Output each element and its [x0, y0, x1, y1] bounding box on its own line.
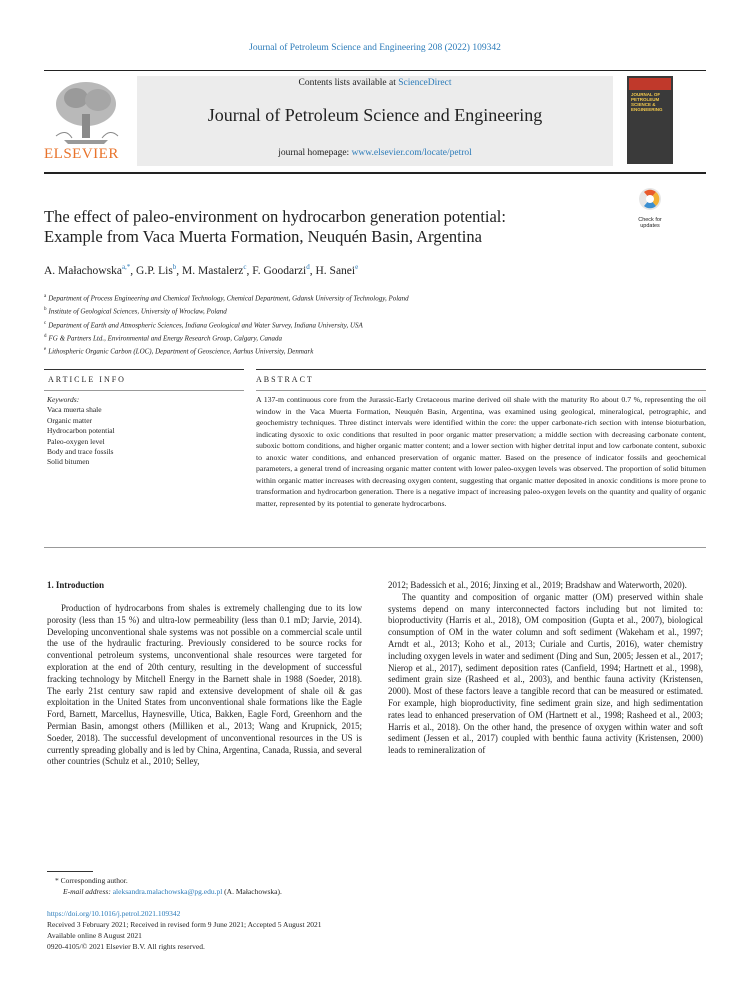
keyword-item: Solid bitumen — [47, 457, 90, 467]
affiliation-item — [44, 344, 409, 357]
keywords-block — [47, 395, 115, 468]
check-updates-label: Check for updates — [638, 217, 662, 229]
affiliation-text: FG & Partners Ltd., Environmental and Energy Research Group, Calgary, Canada — [48, 334, 282, 343]
available-online: Available online 8 August 2021 — [47, 930, 142, 940]
keyword-item: Vaca muerta shale — [47, 405, 102, 415]
article-info-heading: ARTICLE INFO — [48, 375, 126, 384]
affiliation-key: d — [44, 333, 47, 339]
body-paragraph: The quantity and composition of organic matter (OM) preserved within shale systems depend on many interconnected factors including but not limited to: bioproductivity (Harris et al., 2018), OM composition (Gupta et al., 2007), biological consumption of OM in the water column and soft sediment (Wakeham et al., 1997; Arndt et al., 2013; Koho et al., 2013; Curiale and Curtis, 2016), water chemistry including oxygen levels in water and sediment (Ding and Sun, 2005; Jessen et al., 2017; Nierop et al., 2017), sediment deposition rates (Canfield, 1994; Hartnett et al., 1998), sediment grain size (Rasheed et al., 2003), and benthic fauna activity (Kristensen, 2000). Most of these factors leave a tangible record that can be measured or estimated. For example, high bioproductivity, fine sediment grain size, and high sedimentation rates lead to enhanced preservation of OM (Hartnett et al., 1998; Rasheed et al., 2003; Harris et al., 2018). On the other hand, the presence of oxygen within water and soft sediment (Jessen et al., 2017) coupled with benthic fauna activity (Kristensen, 2000) leads to remineralization of — [388, 591, 703, 756]
affiliation-item — [44, 291, 409, 304]
journal-homepage-line — [137, 148, 613, 158]
affiliation-item — [44, 331, 409, 344]
abstract-heading: ABSTRACT — [256, 375, 314, 384]
article-info-subrule — [44, 390, 244, 391]
author-name: A. Małachowska — [44, 264, 122, 277]
keyword-item: Hydrocarbon potential — [47, 426, 115, 436]
abstract-subrule — [256, 390, 706, 391]
homepage-prefix: journal homepage: — [278, 148, 352, 158]
email-link[interactable]: aleksandra.malachowska@pg.edu.pl — [112, 887, 223, 896]
author-name: H. Sanei — [315, 264, 356, 277]
affiliation-key: c — [44, 320, 47, 326]
copyright-line: 0920-4105/© 2021 Elsevier B.V. All rights reserved. — [47, 941, 205, 951]
homepage-link[interactable]: www.elsevier.com/locate/petrol — [351, 148, 472, 158]
title-line-2: Example from Vaca Muerta Formation, Neuquén Basin, Argentina — [44, 227, 482, 246]
abstract-bottom-rule — [44, 547, 706, 548]
article-title — [44, 207, 619, 247]
affiliation-item — [44, 304, 409, 317]
email-footnote — [63, 887, 282, 896]
author-affil-sup[interactable]: d — [306, 263, 310, 271]
author-name: G.P. Lis — [136, 264, 173, 277]
check-for-updates-badge[interactable] — [630, 186, 670, 229]
keyword-item: Organic matter — [47, 415, 93, 425]
journal-name: Journal of Petroleum Science and Engineering — [207, 105, 543, 125]
body-paragraph: Production of hydrocarbons from shales is extremely challenging due to its low porosity (less than 15 %) and ultra-low permeability (less than 0.1 mD; Jarvie, 2014). Developing unconventional shale systems was not possible on a commercial scale until the use of the hydraulic fracturing. Previously considered to be source rocks for conventional petroleum systems, unconventional shale resources were targeted for exploration at the end of 20th century, resulting in the development of successful fracking technology by Mitchell Energy in the Barnett shale in 1988 (Soeder, 2018). The early 21st century saw rapid and extensive development of shale oil & gas exploitation in the United States from unconventional shale formations like the Eagle Ford, Barnett, Marcellus, Haynesville, Utica, Bakken, Eagle Ford, Greenhorn and the Permian Basin, amongst others (Milliken et al., 2013; Wang and Krupnick, 2015; Soeder, 2018). The successful development of unconventional resources in the US is currently spreading globally and is led by China, Argentina, Canada, Russia, and several other countries (Schulz et al., 2010; Selley, — [47, 603, 362, 767]
check-updates-icon — [630, 186, 670, 212]
email-suffix: (A. Małachowska). — [222, 887, 282, 896]
abstract-text: A 137-m continuous core from the Jurassic-Early Cretaceous marine derived oil shale with the maturity Ro about 0.7 %, representing the oil window in the Vaca Muerta Formation, Neuquén Basin, Argentina, was examined using geological, mineralogical, petrographic, and geochemistry techniques. Three distinct intervals were identified within the core: the upper carbonate-rich section with intense bioturbation, indicating dysoxic to oxic conditions that resulted in poor organic matter preservation; a middle section with decreasing carbonate content, suboxic bottom conditions, and higher organic matter content; and a lower section with higher detrital input and low carbonate content, suboxic to anoxic water conditions, and enhanced preservation of organic matter. Based on the presence of indicator fossils and geochemical parameters, a general trend of increasing organic matter content with lower paleo-oxygen levels was observed. The proportion of solid bitumen within organic matter increases with decreasing oxygen content, suggesting that organic matter deposited in anoxic conditions is more prone to transformation and hydrocarbon generation. There is a negative impact of increasing paleo-oxygen levels on the quantity and quality of organic matter, represented by its potential to generate hydrocarbons. — [256, 395, 706, 508]
keyword-item: Body and trace fossils — [47, 447, 114, 457]
affiliations — [44, 291, 409, 358]
journal-citation[interactable]: Journal of Petroleum Science and Engineering 208 (2022) 109342 — [249, 43, 501, 53]
doi-link[interactable]: https://doi.org/10.1016/j.petrol.2021.109342 — [47, 909, 181, 918]
author-list: A. Małachowska$^{a,*}$, G.P. Lis$^b$, M. Mastalerz$^c$, F. Goodarzi$^d$, H. Sanei$^e$ — [44, 263, 359, 277]
header-top-rule — [44, 70, 706, 71]
received-dates: Received 3 February 2021; Received in revised form 9 June 2021; Accepted 5 August 2021 — [47, 920, 322, 929]
affiliation-item — [44, 318, 409, 331]
author-affil-sup[interactable]: e — [355, 263, 359, 271]
author-affil-sup[interactable]: a,* — [121, 263, 131, 271]
affiliation-text: Department of Process Engineering and Chemical Technology, Chemical Department, Gdansk University of Technology, Poland — [48, 294, 409, 303]
author-name: M. Mastalerz — [182, 264, 244, 277]
author-affil-sup[interactable]: b — [172, 263, 177, 271]
journal-cover-title: JOURNAL OF PETROLEUM SCIENCE & ENGINEERING — [631, 92, 663, 112]
header-bottom-rule — [44, 172, 706, 174]
affiliation-key: b — [44, 307, 47, 313]
contents-prefix: Contents lists available at — [298, 78, 399, 88]
corresponding-author-note: * Corresponding author. — [55, 876, 128, 885]
affiliation-text: Lithospheric Organic Carbon (LOC), Department of Geoscience, Aarhus University, Denmark — [48, 347, 314, 356]
article-dates — [47, 920, 322, 952]
abstract-rule — [256, 369, 706, 370]
keywords-heading: Keywords: — [47, 395, 80, 404]
affiliation-key: e — [44, 347, 47, 353]
footnote-rule — [47, 871, 93, 872]
author-name: F. Goodarzi — [252, 264, 307, 277]
keyword-item: Paleo-oxygen level — [47, 436, 105, 446]
section-heading-introduction: 1. Introduction — [47, 580, 105, 590]
sciencedirect-link[interactable]: ScienceDirect — [398, 78, 452, 88]
author-affil-sup[interactable]: c — [243, 263, 247, 271]
body-column-left — [47, 603, 362, 768]
article-info-rule — [44, 369, 244, 370]
body-paragraph: 2012; Badessich et al., 2016; Jinxing et al., 2019; Bradshaw and Waterworth, 2020). — [388, 580, 687, 590]
affiliation-text: Institute of Geological Sciences, University of Wroclaw, Poland — [48, 307, 227, 316]
journal-cover-band — [629, 78, 671, 90]
affiliation-key: a — [44, 294, 47, 299]
body-column-right — [388, 580, 703, 757]
title-line-1: The effect of paleo-environment on hydrocarbon generation potential: — [44, 207, 506, 226]
elsevier-wordmark[interactable]: ELSEVIER — [44, 146, 119, 162]
affiliation-text: Department of Earth and Atmospheric Sciences, Indiana Geological and Water Survey, Indiana University, USA — [48, 320, 363, 329]
email-label: E-mail address: — [63, 887, 113, 896]
contents-available-line — [137, 78, 613, 88]
